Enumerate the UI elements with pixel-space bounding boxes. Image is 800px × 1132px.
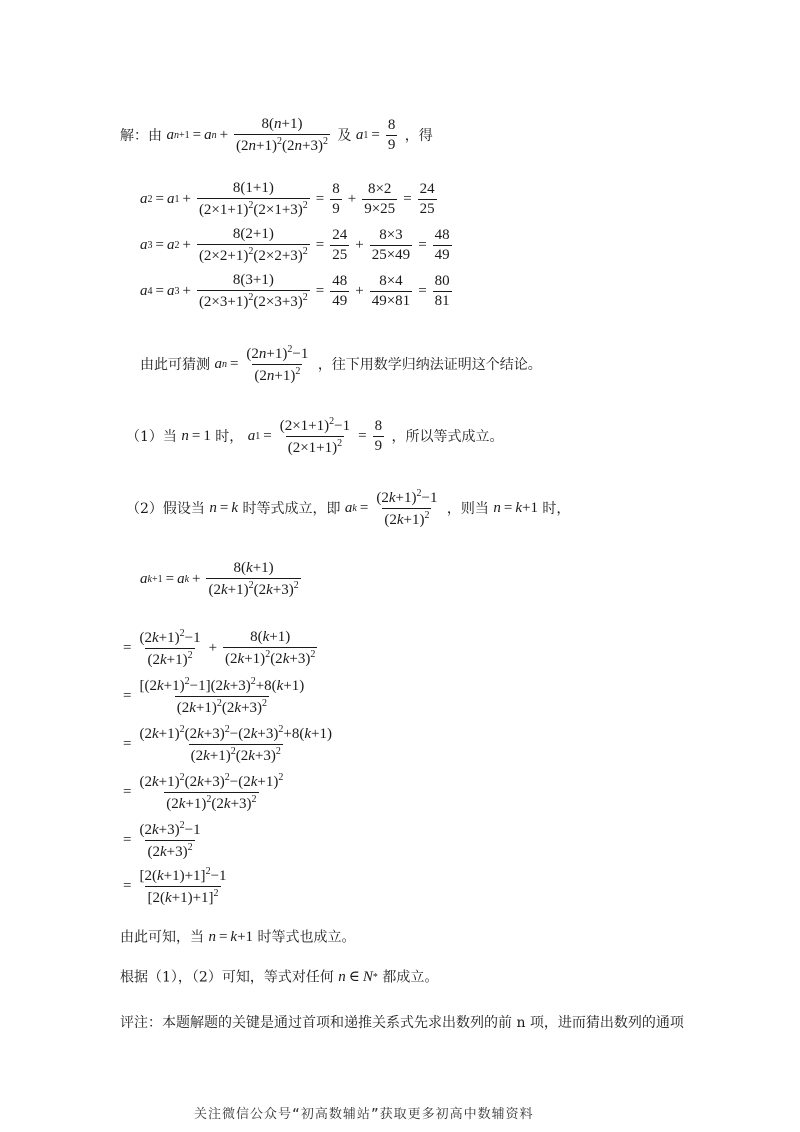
a3-formula: a 3 = a 2 + $\frac{8(2+1)}{(2\times 2+1)^2(2\times 2+3)^2}$ = $\frac{24}{25}$ + $\frac{8\times 3}{25\times 49}$ = $\frac{48}{49}$	[140, 226, 450, 265]
step2-lead: （2）假设当	[126, 500, 205, 517]
derivation-step-4: = $\frac{(2k+1)^2(2k+3)^2-(2k+1)^2}{(2k+1)^2(2k+3)^2}$	[123, 772, 284, 813]
guess-lead: 由此可猜测	[140, 356, 210, 373]
a4-formula: a 4 = a 3 + $\frac{8(3+1)}{(2\times 3+1)^2(2\times 3+3)^2}$ = $\frac{48}{49}$ + $\frac{8\times 4}{49\times 81}$ = $\frac{80}{81}$	[140, 272, 450, 311]
conclude2-tail: 都成立。	[382, 969, 439, 986]
footer-promo	[194, 1108, 534, 1121]
intro-middle: 及	[337, 127, 352, 144]
conclusion-line-2: 根据（1），（2）可知，等式对任何 n ∈ N * 都成立。	[120, 969, 439, 986]
conclusion-line-1: 由此可知，当 n = k +1 时等式也成立。	[120, 929, 356, 946]
step2-line: （2）假设当 n = k 时等式成立，即 a k = $\frac{(2k+1)^2-1}{(2k+1)^2}$ ，则当 n = k +1 时，	[126, 488, 571, 529]
step2-tail: 时，	[542, 500, 571, 517]
intro-line	[120, 116, 433, 156]
step1-formula: a 1 = $\frac{(2\times 1+1)^2-1}{(2\times 1+1)^2}$ = $\frac{8}{9}$	[247, 416, 383, 457]
derivation-step-1: = $\frac{(2k+1)^2-1}{(2k+1)^2}$ + $\frac{8(k+1)}{(2k+1)^2(2k+3)^2}$	[123, 628, 316, 669]
recurrence-formula: a n+1 = a n + $\frac{8(n+1)}{(2n+1)^2(2n+3)^2}$	[166, 116, 328, 155]
comment-line	[120, 1016, 684, 1030]
conclude2-lead: 根据（1），（2）可知，等式对任何	[120, 969, 334, 986]
derivation-step-6: = $\frac{[2(k+1)+1]^2-1}{[2(k+1)+1]^2}$	[123, 866, 227, 907]
comment-text: 评注：本题解题的关键是通过首项和递推关系式先求出数列的前 n 项，进而猜出数列的通项	[120, 1015, 684, 1031]
conclude1-lead: 由此可知，当	[120, 929, 204, 946]
step2-hypothesis: a k = $\frac{(2k+1)^2-1}{(2k+1)^2}$	[344, 488, 438, 529]
guess-formula: a n = $\frac{(2n+1)^2-1}{(2n+1)^2}$	[214, 344, 309, 385]
a2-formula: a 2 = a 1 + $\frac{8(1+1)}{(2\times 1+1)^2(2\times 1+3)^2}$ = $\frac{8}{9}$ + $\frac{8\times 2}{9\times 25}$ = $\frac{24}{25}$	[140, 180, 435, 219]
intro-lead: 解：由	[120, 127, 162, 144]
derivation-step-5: = $\frac{(2k+3)^2-1}{(2k+3)^2}$	[123, 820, 201, 861]
derivation-step-2: = $\frac{[(2k+1)^2-1](2k+3)^2+8(k+1)}{(2k+1)^2(2k+3)^2}$	[123, 676, 305, 717]
guess-line	[140, 344, 542, 386]
step2-mid1: 时等式成立，即	[242, 500, 341, 517]
initial-term-formula: a 1 = $\frac{8}{9}$	[355, 117, 396, 154]
footer-text: 关注微信公众号“初高数辅站”获取更多初高中数辅资料	[194, 1107, 534, 1122]
ak1-formula: a k+1 = a k + $\frac{8(k+1)}{(2k+1)^2(2k+3)^2}$	[140, 560, 299, 599]
step1-lead: （1）当	[126, 428, 177, 445]
conclude1-tail: 时等式也成立。	[257, 929, 356, 946]
step1-tail: ，所以等式成立。	[391, 428, 504, 445]
step1-mid: 时，	[215, 428, 244, 445]
intro-end: ，得	[404, 127, 433, 144]
step1-line: （1）当 n = 1 时， a 1 = $\frac{(2\times 1+1)^2-1}{(2\times 1+1)^2}$ = $\frac{8}{9}$ ，所以等式成立。	[126, 416, 504, 457]
derivation-step-3: = $\frac{(2k+1)^2(2k+3)^2-(2k+3)^2+8(k+1)}{(2k+1)^2(2k+3)^2}$	[123, 724, 332, 765]
step2-mid2: ，则当	[446, 500, 489, 517]
guess-tail: ，往下用数学归纳法证明这个结论。	[317, 356, 542, 373]
